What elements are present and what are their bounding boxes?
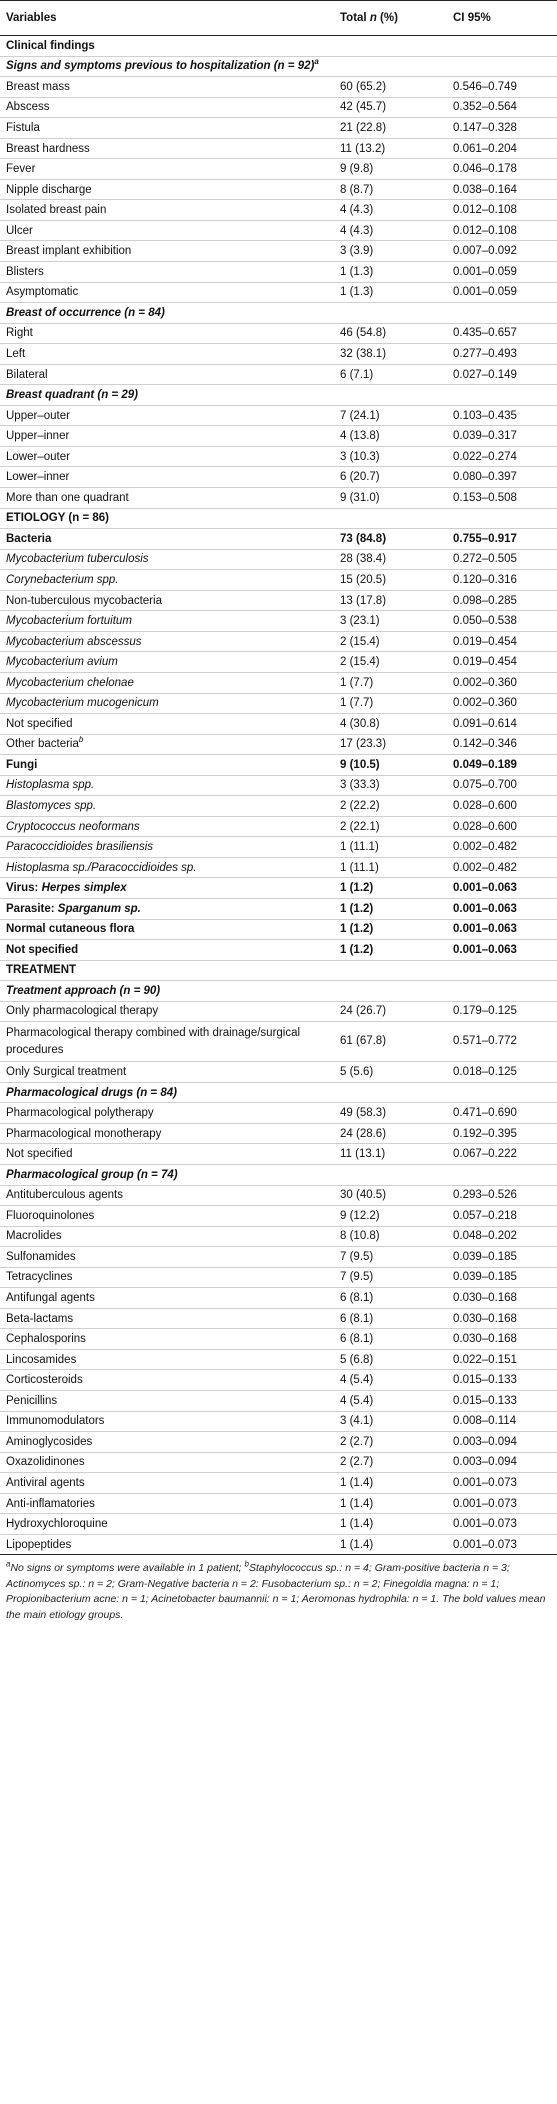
row-label: Fever [0,159,322,180]
row-total [322,508,439,529]
table-row [0,1370,557,1391]
row-ci: 0.007–0.092 [439,241,557,262]
row-total: 1 (1.4) [322,1473,439,1494]
row-total: 8 (10.8) [322,1226,439,1247]
table-row [0,1514,557,1535]
row-ci: 0.142–0.346 [439,734,557,755]
row-label: Pharmacological drugs (n = 84) [0,1082,322,1103]
table-row [0,1164,557,1185]
table-row [0,940,557,961]
row-total: 11 (13.2) [322,138,439,159]
row-ci: 0.147–0.328 [439,118,557,139]
row-label: Upper–outer [0,405,322,426]
row-total: 60 (65.2) [322,77,439,98]
row-label: Anti-inflamatories [0,1493,322,1514]
row-total: 4 (5.4) [322,1370,439,1391]
row-ci: 0.019–0.454 [439,631,557,652]
table-row [0,385,557,406]
table-row [0,56,557,77]
row-label: Treatment approach (n = 90) [0,981,322,1002]
table-row [0,179,557,200]
row-ci [439,981,557,1002]
row-ci: 0.546–0.749 [439,77,557,98]
row-total: 24 (28.6) [322,1123,439,1144]
row-total: 1 (1.2) [322,878,439,899]
row-total: 46 (54.8) [322,323,439,344]
row-ci: 0.103–0.435 [439,405,557,426]
row-total: 7 (9.5) [322,1267,439,1288]
table-row [0,1288,557,1309]
row-ci: 0.039–0.185 [439,1267,557,1288]
row-label: Corynebacterium spp. [0,570,322,591]
row-ci: 0.015–0.133 [439,1391,557,1412]
table-row [0,1452,557,1473]
row-total: 3 (23.1) [322,611,439,632]
row-label: Bacteria [0,529,322,550]
row-label: Antifungal agents [0,1288,322,1309]
row-ci: 0.091–0.614 [439,714,557,735]
row-total: 3 (33.3) [322,775,439,796]
row-total: 7 (9.5) [322,1247,439,1268]
table-row [0,1185,557,1206]
row-total: 32 (38.1) [322,344,439,365]
row-ci: 0.153–0.508 [439,488,557,509]
table-row [0,919,557,940]
row-total: 6 (8.1) [322,1329,439,1350]
row-label: Corticosteroids [0,1370,322,1391]
table-row [0,775,557,796]
row-ci: 0.277–0.493 [439,344,557,365]
row-label: Mycobacterium avium [0,652,322,673]
table-row [0,1473,557,1494]
row-total: 2 (22.2) [322,796,439,817]
row-total: 1 (11.1) [322,857,439,878]
row-ci: 0.002–0.360 [439,672,557,693]
row-label: Abscess [0,97,322,118]
row-total: 13 (17.8) [322,590,439,611]
table-row [0,508,557,529]
row-label: Lower–outer [0,446,322,467]
table-row [0,672,557,693]
table-footnote: $^a$No signs or symptoms were available in 1 patient; $^b$Staphylococcus sp.: n = 4; Gram-positive bacteria n = 3; Actinomyces sp.: n = 2; Gram-Negative bacteria n = 2: Fusobacterium sp.: n = 2; Finegoldia magna: n = 1; Propionibacterium acne: n = 1; Acinetobacter baumannii: n = 1; Aeromonas hydrophila: n = 1. The bold values mean the main etiology groups. [6,1559,546,1621]
table-body [0,36,557,1555]
row-label: Not specified [0,940,322,961]
row-label: More than one quadrant [0,488,322,509]
row-label: Pharmacological polytherapy [0,1103,322,1124]
row-ci: 0.012–0.108 [439,200,557,221]
row-ci: 0.002–0.482 [439,857,557,878]
header-ci: CI 95% [439,1,557,36]
row-label: Cryptococcus neoformans [0,816,322,837]
row-total: 3 (10.3) [322,446,439,467]
row-total [322,385,439,406]
row-label: Penicillins [0,1391,322,1412]
row-label: Mycobacterium fortuitum [0,611,322,632]
table-row [0,159,557,180]
row-total: 1 (1.4) [322,1493,439,1514]
row-label: Pharmacological therapy combined with drainage/surgical procedures [0,1022,322,1062]
table-row [0,755,557,776]
row-ci: 0.015–0.133 [439,1370,557,1391]
row-label: Beta-lactams [0,1308,322,1329]
row-ci: 0.435–0.657 [439,323,557,344]
table-row [0,1534,557,1555]
row-label: Antiviral agents [0,1473,322,1494]
table-row [0,1391,557,1412]
row-label: Cephalosporins [0,1329,322,1350]
row-total: 1 (7.7) [322,672,439,693]
row-ci: 0.571–0.772 [439,1022,557,1062]
row-label: Lipopeptides [0,1534,322,1555]
row-label: Breast mass [0,77,322,98]
row-ci: 0.050–0.538 [439,611,557,632]
row-total: 9 (12.2) [322,1206,439,1227]
row-ci [439,1082,557,1103]
row-ci: 0.293–0.526 [439,1185,557,1206]
row-ci: 0.179–0.125 [439,1001,557,1022]
table-row [0,262,557,283]
table-row [0,1432,557,1453]
row-ci: 0.001–0.073 [439,1534,557,1555]
row-total: 1 (1.2) [322,898,439,919]
row-total: 1 (1.4) [322,1534,439,1555]
row-total: 4 (4.3) [322,200,439,221]
row-label: Right [0,323,322,344]
row-total: 11 (13.1) [322,1144,439,1165]
row-ci: 0.001–0.073 [439,1514,557,1535]
table-row [0,549,557,570]
row-total: 5 (6.8) [322,1349,439,1370]
table-row [0,652,557,673]
row-ci: 0.027–0.149 [439,364,557,385]
table-row [0,1144,557,1165]
table-row [0,282,557,303]
row-ci: 0.039–0.185 [439,1247,557,1268]
row-ci [439,385,557,406]
table-row [0,405,557,426]
row-ci: 0.080–0.397 [439,467,557,488]
row-total: 42 (45.7) [322,97,439,118]
row-label: Mycobacterium mucogenicum [0,693,322,714]
row-ci: 0.192–0.395 [439,1123,557,1144]
row-label: Blisters [0,262,322,283]
row-total: 17 (23.3) [322,734,439,755]
row-total: 2 (22.1) [322,816,439,837]
row-label: Lincosamides [0,1349,322,1370]
table-row [0,631,557,652]
row-ci: 0.048–0.202 [439,1226,557,1247]
row-total: 4 (5.4) [322,1391,439,1412]
row-total: 28 (38.4) [322,549,439,570]
table-row [0,529,557,550]
table-row [0,1062,557,1083]
row-label: Isolated breast pain [0,200,322,221]
row-ci: 0.022–0.274 [439,446,557,467]
row-total: 15 (20.5) [322,570,439,591]
row-total: 1 (1.3) [322,282,439,303]
row-label: Asymptomatic [0,282,322,303]
row-ci: 0.098–0.285 [439,590,557,611]
row-ci [439,1164,557,1185]
row-ci: 0.022–0.151 [439,1349,557,1370]
table-row [0,323,557,344]
row-label: Mycobacterium tuberculosis [0,549,322,570]
row-total: 8 (8.7) [322,179,439,200]
row-label: Breast quadrant (n = 29) [0,385,322,406]
row-ci: 0.030–0.168 [439,1329,557,1350]
table-row [0,220,557,241]
row-total: 3 (3.9) [322,241,439,262]
row-total: 1 (1.4) [322,1514,439,1535]
row-total: 1 (1.2) [322,940,439,961]
row-total [322,36,439,57]
table-row [0,693,557,714]
row-total: 6 (8.1) [322,1288,439,1309]
row-ci: 0.001–0.073 [439,1473,557,1494]
row-ci: 0.061–0.204 [439,138,557,159]
table-row [0,1308,557,1329]
row-label: Fistula [0,118,322,139]
row-ci [439,36,557,57]
row-label: Macrolides [0,1226,322,1247]
row-label: Breast hardness [0,138,322,159]
row-total: 2 (15.4) [322,652,439,673]
row-total [322,56,439,77]
row-label: Nipple discharge [0,179,322,200]
row-total: 5 (5.6) [322,1062,439,1083]
row-total: 4 (4.3) [322,220,439,241]
row-label: Mycobacterium chelonae [0,672,322,693]
row-ci: 0.001–0.059 [439,282,557,303]
row-label: Virus: Herpes simplex [0,878,322,899]
table-row [0,1022,557,1062]
row-label: TREATMENT [0,960,322,981]
row-label: Histoplasma spp. [0,775,322,796]
table-row [0,796,557,817]
row-label: Mycobacterium abscessus [0,631,322,652]
row-total: 49 (58.3) [322,1103,439,1124]
table-row [0,303,557,324]
table-row [0,611,557,632]
row-label: Fungi [0,755,322,776]
row-label: Blastomyces spp. [0,796,322,817]
table-row [0,426,557,447]
row-ci: 0.755–0.917 [439,529,557,550]
table-row [0,1082,557,1103]
row-total [322,981,439,1002]
table-row [0,1226,557,1247]
table-row [0,981,557,1002]
row-total: 3 (4.1) [322,1411,439,1432]
table-row [0,1001,557,1022]
row-ci: 0.030–0.168 [439,1288,557,1309]
table-row [0,36,557,57]
row-ci: 0.038–0.164 [439,179,557,200]
table-row [0,1206,557,1227]
row-total: 30 (40.5) [322,1185,439,1206]
table-row [0,1493,557,1514]
table-row [0,200,557,221]
table-row [0,97,557,118]
row-total: 24 (26.7) [322,1001,439,1022]
row-ci: 0.001–0.063 [439,919,557,940]
row-ci: 0.028–0.600 [439,816,557,837]
row-ci: 0.471–0.690 [439,1103,557,1124]
row-label: Not specified [0,714,322,735]
table-row [0,241,557,262]
table-row [0,1123,557,1144]
row-ci: 0.001–0.073 [439,1493,557,1514]
table-row [0,118,557,139]
table-row [0,1247,557,1268]
row-label: Hydroxychloroquine [0,1514,322,1535]
row-label: Upper–inner [0,426,322,447]
row-ci: 0.272–0.505 [439,549,557,570]
row-label: Signs and symptoms previous to hospitalization (n = 92)$^a$ [0,56,322,77]
row-ci: 0.120–0.316 [439,570,557,591]
table-row [0,714,557,735]
row-label: Only Surgical treatment [0,1062,322,1083]
row-ci: 0.075–0.700 [439,775,557,796]
row-total [322,1082,439,1103]
table-row [0,570,557,591]
table-row [0,734,557,755]
row-total: 6 (20.7) [322,467,439,488]
table-row [0,446,557,467]
row-total: 1 (11.1) [322,837,439,858]
row-ci: 0.018–0.125 [439,1062,557,1083]
table-row [0,364,557,385]
row-ci [439,56,557,77]
row-label: Histoplasma sp./Paracoccidioides sp. [0,857,322,878]
row-label: Lower–inner [0,467,322,488]
table-row [0,837,557,858]
row-total: 6 (8.1) [322,1308,439,1329]
table-row [0,1103,557,1124]
row-total: 6 (7.1) [322,364,439,385]
row-total: 4 (13.8) [322,426,439,447]
row-total: 2 (2.7) [322,1452,439,1473]
row-label: Aminoglycosides [0,1432,322,1453]
row-label: Pharmacological monotherapy [0,1123,322,1144]
row-total: 1 (7.7) [322,693,439,714]
table-row [0,77,557,98]
table-row [0,467,557,488]
row-ci: 0.001–0.063 [439,878,557,899]
row-total: 1 (1.3) [322,262,439,283]
table-row [0,1329,557,1350]
row-total: 2 (2.7) [322,1432,439,1453]
row-label: Clinical findings [0,36,322,57]
row-label: Normal cutaneous flora [0,919,322,940]
row-label: Left [0,344,322,365]
table-row [0,488,557,509]
table-row [0,1411,557,1432]
row-ci: 0.352–0.564 [439,97,557,118]
row-label: Non-tuberculous mycobacteria [0,590,322,611]
row-ci: 0.003–0.094 [439,1432,557,1453]
table-row [0,138,557,159]
row-label: Bilateral [0,364,322,385]
row-label: Breast of occurrence (n = 84) [0,303,322,324]
header-row [0,1,557,36]
table-row [0,1349,557,1370]
table-row [0,898,557,919]
row-ci: 0.057–0.218 [439,1206,557,1227]
row-total: 7 (24.1) [322,405,439,426]
row-ci: 0.003–0.094 [439,1452,557,1473]
row-label: Fluoroquinolones [0,1206,322,1227]
row-ci: 0.001–0.059 [439,262,557,283]
row-label: Parasite: Sparganum sp. [0,898,322,919]
row-total: 9 (9.8) [322,159,439,180]
row-label: Immunomodulators [0,1411,322,1432]
row-total: 9 (31.0) [322,488,439,509]
row-total: 9 (10.5) [322,755,439,776]
row-total: 2 (15.4) [322,631,439,652]
row-ci: 0.002–0.360 [439,693,557,714]
header-total: Total n (%) [322,1,439,36]
row-ci: 0.046–0.178 [439,159,557,180]
table-row [0,960,557,981]
table-row [0,878,557,899]
row-label: Breast implant exhibition [0,241,322,262]
row-ci: 0.002–0.482 [439,837,557,858]
row-ci: 0.001–0.063 [439,940,557,961]
row-label: Other bacteria$^b$ [0,734,322,755]
row-total: 1 (1.2) [322,919,439,940]
row-total [322,1164,439,1185]
header-variables: Variables [0,1,322,36]
table-row [0,344,557,365]
row-ci: 0.001–0.063 [439,898,557,919]
row-ci: 0.030–0.168 [439,1308,557,1329]
row-total: 73 (84.8) [322,529,439,550]
row-total: 21 (22.8) [322,118,439,139]
table-row [0,816,557,837]
row-label: Oxazolidinones [0,1452,322,1473]
row-label: Antituberculous agents [0,1185,322,1206]
row-ci: 0.019–0.454 [439,652,557,673]
row-label: Ulcer [0,220,322,241]
row-label: Tetracyclines [0,1267,322,1288]
row-label: Sulfonamides [0,1247,322,1268]
row-total [322,303,439,324]
row-ci: 0.012–0.108 [439,220,557,241]
row-ci: 0.028–0.600 [439,796,557,817]
row-total [322,960,439,981]
table-row [0,590,557,611]
row-label: ETIOLOGY (n = 86) [0,508,322,529]
row-ci [439,508,557,529]
row-label: Pharmacological group (n = 74) [0,1164,322,1185]
table-header [0,1,557,36]
row-ci: 0.049–0.189 [439,755,557,776]
row-ci: 0.067–0.222 [439,1144,557,1165]
row-label: Not specified [0,1144,322,1165]
row-total: 61 (67.8) [322,1022,439,1062]
row-ci [439,303,557,324]
row-ci [439,960,557,981]
row-label: Paracoccidioides brasiliensis [0,837,322,858]
row-total: 4 (30.8) [322,714,439,735]
table-row [0,1267,557,1288]
row-label: Only pharmacological therapy [0,1001,322,1022]
table-row [0,857,557,878]
row-ci: 0.008–0.114 [439,1411,557,1432]
row-ci: 0.039–0.317 [439,426,557,447]
